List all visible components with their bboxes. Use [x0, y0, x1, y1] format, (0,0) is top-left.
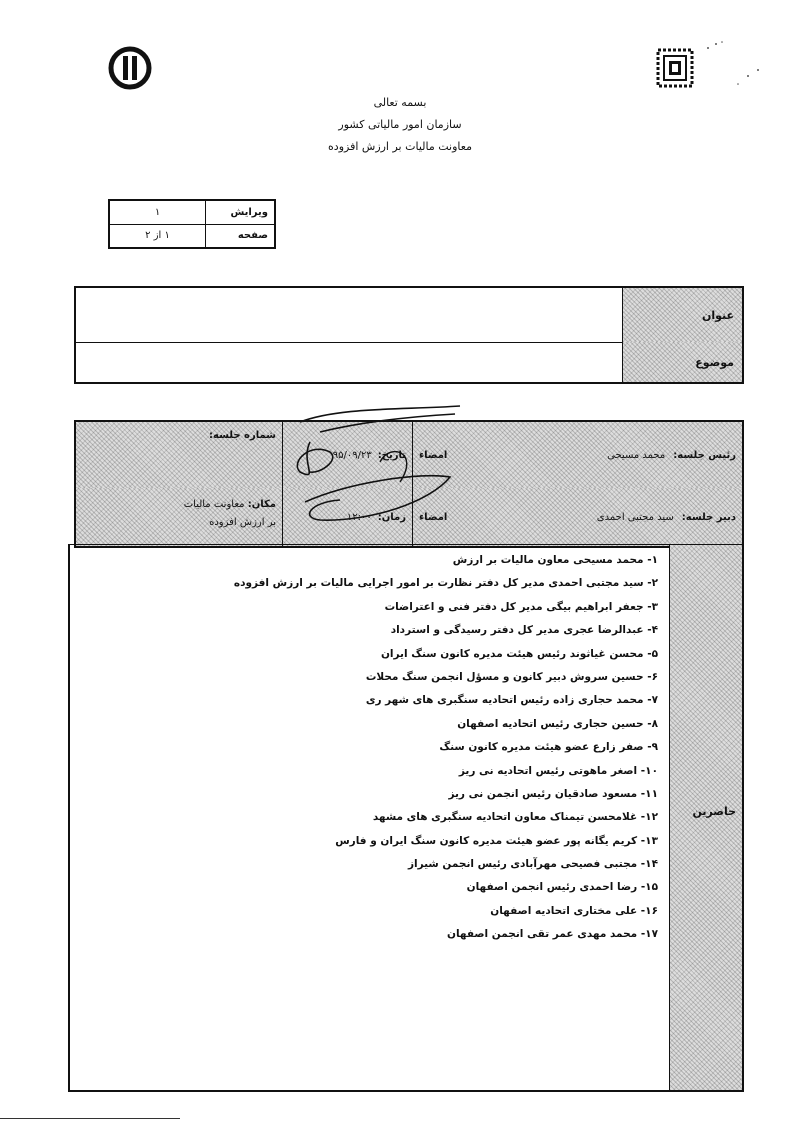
footer-rule — [0, 1118, 180, 1119]
organization-logo-icon — [108, 46, 152, 90]
title-label: عنوان — [622, 288, 742, 342]
list-item: ۴- عبدالرضا عجری مدیر کل دفتر رسیدگی و استرداد — [390, 624, 658, 637]
list-item: ۱۴- مجتبی فصیحی مهرآبادی رئیس انجمن شیراز — [407, 858, 658, 871]
list-item: ۹- صفر زارع عضو هیئت مدیره کانون سنگ — [439, 741, 658, 754]
attendees-list — [98, 549, 658, 947]
topic-row — [76, 342, 742, 382]
list-item: ۱۶- علی مختاری اتحادیه اصفهان — [490, 904, 658, 917]
revision-value: ۱ — [109, 200, 206, 224]
list-item: ۱۲- غلامحسن تیمناک معاون اتحادیه سنگبری های مشهد — [372, 811, 658, 824]
time-value: ۱۲:۰۰ — [346, 511, 372, 523]
time-label: زمان: — [377, 511, 406, 523]
header-organization: سازمان امور مالیاتی کشور — [338, 118, 462, 131]
list-item: ۱- محمد مسیحی معاون مالیات بر ارزش — [452, 554, 658, 566]
list-item: ۱۱- مسعود صادقیان رئیس انجمن نی ریز — [448, 787, 658, 800]
revision-label: ویرایش — [206, 200, 276, 224]
subject-box — [74, 286, 744, 384]
place-value-line2: بر ارزش افزوده — [209, 517, 276, 528]
date-label: تاریخ: — [377, 449, 406, 461]
chair-value: محمد مسیحی — [607, 449, 666, 461]
scan-marks — [700, 40, 770, 90]
page-value: ۱ از ۲ — [109, 224, 206, 248]
session-number-label: شماره جلسه: — [209, 430, 276, 441]
document-meta-table — [108, 199, 276, 249]
list-item: ۱۰- اصغر ماهوتی رئیس اتحادیه نی ریز — [458, 764, 658, 777]
chair-label: رئیس جلسه: — [673, 449, 736, 461]
header-department: معاونت مالیات بر ارزش افزوده — [328, 140, 472, 153]
list-item: ۳- جعفر ابراهیم بیگی مدیر کل دفتر فنی و اعتراضات — [384, 600, 658, 613]
list-item: ۵- محسن غیاثوند رئیس هیئت مدیره کانون سنگ ایران — [380, 647, 658, 660]
list-item: ۷- محمد حجاری زاده رئیس اتحادیه سنگبری های شهر ری — [365, 694, 658, 707]
letter-header — [250, 92, 550, 158]
topic-value — [76, 342, 622, 382]
attendees-box — [68, 544, 744, 1092]
secretary-label: دبیر جلسه: — [681, 511, 736, 523]
title-value — [76, 288, 622, 342]
list-item: ۱۳- کریم یگانه پور عضو هیئت مدیره کانون سنگ ایران و فارس — [335, 834, 658, 847]
date-value: ۹۵/۰۹/۲۳ — [332, 449, 372, 461]
emblem-icon — [656, 48, 694, 88]
title-row — [76, 288, 742, 343]
header-line-basmala: بسمه تعالی — [373, 96, 427, 109]
list-item: ۱۷- محمد مهدی عمر تقی انجمن اصفهان — [446, 928, 658, 941]
place-value-line1: معاونت مالیات — [183, 499, 245, 510]
place-label: مکان: — [247, 499, 276, 510]
handwritten-signature — [280, 402, 480, 542]
list-item: ۲- سید مجتبی احمدی مدیر کل دفتر نظارت بر امور اجرایی مالیات بر ارزش افزوده — [233, 577, 658, 590]
attendees-label: حاضرین — [692, 805, 736, 818]
list-item: ۸- حسین حجاری رئیس اتحادیه اصفهان — [457, 717, 658, 730]
secretary-value: سید مجتبی احمدی — [596, 511, 674, 523]
page-label: صفحه — [206, 224, 276, 248]
attendees-side-column — [669, 545, 742, 1090]
list-item: ۶- حسین سروش دبیر کانون و مسؤل انجمن سنگ محلات — [365, 670, 658, 683]
list-item: ۱۵- رضا احمدی رئیس انجمن اصفهان — [466, 881, 658, 894]
chair-signature-label: امضاء — [419, 449, 448, 461]
session-number-cell — [76, 422, 282, 488]
topic-label: موضوع — [622, 342, 742, 382]
secretary-signature-label: امضاء — [419, 511, 448, 523]
place-cell — [76, 488, 282, 546]
